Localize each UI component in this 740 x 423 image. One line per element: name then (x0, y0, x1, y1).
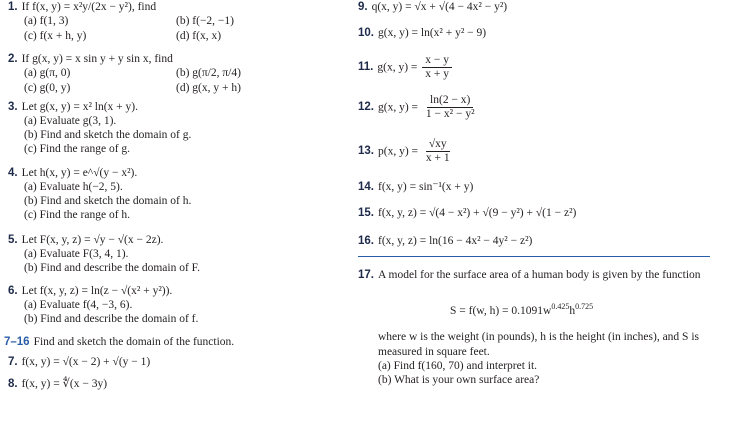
problem-12 (358, 94, 478, 121)
problem-function: f(x, y) = √(x − 2) + √(y − 1) (21, 356, 151, 368)
exercise-instruction: Find and sketch the domain of the function. (33, 336, 235, 348)
fraction (422, 54, 452, 81)
part-a: (a) Evaluate F(3, 4, 1). (24, 248, 129, 260)
problem-15 (358, 206, 576, 221)
problem-number: 13. (358, 145, 374, 158)
part-c: (c) Find the range of h. (24, 209, 131, 221)
part-d: (d) f(x, x) (176, 30, 222, 42)
part-c: (c) Find the range of g. (24, 143, 131, 155)
numerator: x − y (422, 54, 452, 68)
height-exponent: 0.725 (575, 302, 594, 311)
problem-2 (8, 52, 173, 67)
problem-number: 11. (358, 61, 374, 74)
function-lhs: p(x, y) = (378, 145, 419, 158)
denominator: 1 − x² − y² (425, 108, 475, 121)
problem-function: f(x, y) = sin⁻¹(x + y) (378, 181, 474, 193)
part-a: (a) Find f(160, 70) and interpret it. (378, 360, 538, 372)
surface-area-formula (450, 302, 593, 319)
part-b: (b) Find and sketch the domain of h. (24, 195, 192, 207)
part-b: (b) Find and sketch the domain of g. (24, 129, 192, 141)
numerator: ln(2 − x) (427, 94, 473, 108)
problem-number: 4. (8, 167, 18, 179)
problem-function: f(x, y, z) = ln(16 − 4x² − 4y² − z²) (378, 235, 533, 247)
problem-number: 17. (358, 269, 374, 281)
function-lhs: g(x, y) = (378, 101, 419, 114)
problem-number: 5. (8, 234, 18, 246)
problem-stem: If f(x, y) = x²y/(2x − y²), find (21, 1, 157, 13)
part-a: (a) g(π, 0) (24, 67, 71, 79)
problem-number: 9. (358, 1, 368, 13)
problem-13 (358, 138, 453, 165)
problem-9 (358, 0, 507, 15)
problem-4 (8, 166, 137, 181)
part-c: (c) f(x + h, y) (24, 30, 87, 42)
fraction (423, 138, 453, 165)
problem-number: 16. (358, 235, 374, 247)
problem-stem: Let g(x, y) = x² ln(x + y). (21, 101, 138, 113)
problem-number: 3. (8, 101, 18, 113)
denominator: x + 1 (425, 152, 450, 165)
problem-number: 7. (8, 356, 18, 368)
problem-16 (358, 234, 532, 249)
problem-number: 1. (8, 1, 18, 13)
problem-number: 8. (8, 378, 18, 390)
part-b: (b) Find and describe the domain of f. (24, 313, 199, 325)
part-b: (b) f(−2, −1) (176, 15, 234, 27)
problem-6 (8, 284, 172, 299)
formula-h: h (569, 304, 576, 317)
problem-function: f(x, y) = ∜(x − 3y) (21, 378, 108, 390)
part-a: (a) Evaluate h(−2, 5). (24, 181, 123, 193)
part-b: (b) What is your own surface area? (378, 374, 540, 386)
denominator: x + y (425, 68, 450, 81)
part-a: (a) Evaluate f(4, −3, 6). (24, 299, 133, 311)
problem-number: 10. (358, 27, 374, 39)
exercise-heading (4, 335, 234, 350)
problem-5 (8, 233, 163, 248)
part-b: (b) Find and describe the domain of F. (24, 262, 201, 274)
part-b: (b) g(π/2, π/4) (176, 67, 241, 79)
fraction (423, 94, 478, 121)
problem-number: 6. (8, 285, 18, 297)
problem-function: q(x, y) = √x + √(4 − 4x² − y²) (371, 1, 508, 13)
problem-10 (358, 26, 486, 41)
problem-1 (8, 0, 156, 15)
section-divider (358, 256, 710, 257)
problem-stem: Let h(x, y) = e^√(y − x²). (21, 167, 138, 179)
problem-function: g(x, y) = ln(x² + y² − 9) (378, 27, 487, 39)
variable-description: where w is the weight (in pounds), h is the height (in inches), and S is measured in square feet. (378, 331, 699, 358)
function-lhs: g(x, y) = (377, 61, 418, 74)
problem-stem: A model for the surface area of a human body is given by the function (378, 269, 701, 281)
problem-3 (8, 100, 138, 115)
problem-8 (8, 377, 107, 392)
problem-17 (358, 268, 708, 283)
problem-7 (8, 355, 150, 370)
problem-number: 14. (358, 181, 374, 193)
problem-stem: Let f(x, y, z) = ln(z − √(x² + y²)). (21, 285, 173, 297)
part-a: (a) Evaluate g(3, 1). (24, 115, 117, 127)
exercise-range: 7–16 (4, 336, 30, 348)
part-c: (c) g(0, y) (24, 82, 71, 94)
problem-number: 15. (358, 207, 374, 219)
problem-function: f(x, y, z) = √(4 − x²) + √(9 − y²) + √(1 − z²) (378, 207, 577, 219)
formula-lhs: S = f(w, h) = 0.1091w (450, 304, 552, 317)
problem-number: 12. (358, 101, 374, 114)
weight-exponent: 0.425 (551, 302, 570, 311)
problem-14 (358, 180, 473, 195)
problem-stem: Let F(x, y, z) = √y − √(x − 2z). (21, 234, 164, 246)
numerator: √xy (426, 138, 450, 152)
problem-11 (358, 54, 452, 81)
part-d: (d) g(x, y + h) (176, 82, 241, 94)
part-a: (a) f(1, 3) (24, 15, 69, 27)
problem-stem: If g(x, y) = x sin y + y sin x, find (21, 53, 173, 65)
problem-number: 2. (8, 53, 18, 65)
